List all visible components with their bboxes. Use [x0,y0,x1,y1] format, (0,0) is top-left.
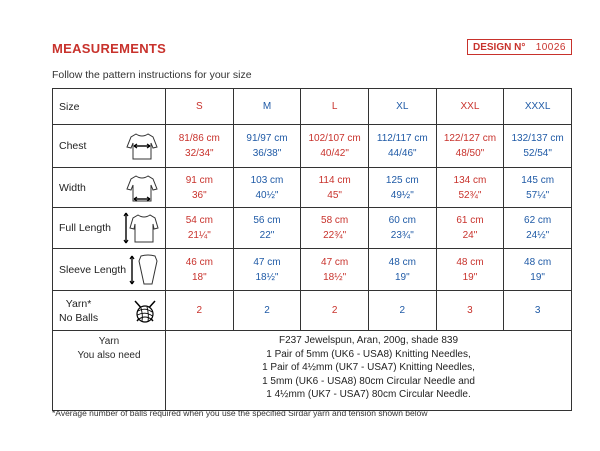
balls-label-cell [53,291,166,331]
width-xxl: 134 cm 52¾" [436,168,504,208]
needle-line: 1 5mm (UK6 - USA8) 80cm Circular Needle and [262,375,475,387]
full-length-row [53,208,572,249]
chest-row [53,125,572,168]
design-number-box [467,39,572,55]
needle-line: 1 Pair of 5mm (UK6 - USA8) Knitting Needles, [266,348,471,360]
sleeve-length-row [53,249,572,291]
sleeve-length-m: 47 cm 18½" [233,249,301,291]
width-label: Width [59,181,86,194]
chest-label: Chest [59,140,87,152]
balls-xxxl: 3 [504,291,572,331]
width-m: 103 cm 40½" [233,168,301,208]
size-header-row [53,89,572,125]
sleeve-length-xxxl: 48 cm 19" [504,249,572,291]
sleeve-length-label: Sleeve Length [59,263,127,276]
balls-s: 2 [166,291,234,331]
chest-xxl: 122/127 cm 48/50" [436,125,504,168]
yarn-label-cell [53,331,166,411]
width-xxxl: 145 cm 57¼" [504,168,572,208]
full-length-l: 58 cm 22¾" [301,208,369,249]
balls-row [53,291,572,331]
size-xxl: XXL [436,89,504,125]
chest-s: 81/86 cm 32/34" [166,125,234,168]
measurements-table [52,88,572,411]
you-also-need-label: You also need [77,350,141,361]
full-length-xxxl: 62 cm 24½" [504,208,572,249]
width-label-cell [53,168,166,208]
size-s: S [166,89,234,125]
balls-label-2: No Balls [59,311,99,324]
full-length-xl: 60 cm 23¾" [368,208,436,249]
size-header-label-cell [53,89,166,125]
size-l: L [301,89,369,125]
width-xl: 125 cm 49½" [368,168,436,208]
full-length-label-cell [53,208,166,249]
chest-xxxl: 132/137 cm 52/54" [504,125,572,168]
full-length-xxl: 61 cm 24" [436,208,504,249]
design-label: DESIGN N° [473,41,526,53]
sweater-length-icon [123,211,159,245]
balls-label-1: Yarn* [65,297,92,310]
balls-m: 2 [233,291,301,331]
chest-l: 102/107 cm 40/42" [301,125,369,168]
size-m: M [233,89,301,125]
size-xl: XL [368,89,436,125]
intro-text: Follow the pattern instructions for your size [52,69,252,81]
design-number: 10026 [535,41,566,53]
sleeve-length-l: 47 cm 18½" [301,249,369,291]
sleeve-length-label-cell [53,249,166,291]
balls-l: 2 [301,291,369,331]
yarn-line: F237 Jewelspun, Aran, 200g, shade 839 [278,335,459,346]
width-l: 114 cm 45" [301,168,369,208]
full-length-s: 54 cm 21¼" [166,208,234,249]
page-title: MEASUREMENTS [52,41,167,56]
balls-xxl: 3 [436,291,504,331]
sleeve-length-xxl: 48 cm 19" [436,249,504,291]
yarn-info-cell [166,331,572,411]
balls-xl: 2 [368,291,436,331]
yarn-ball-icon [131,297,159,325]
width-row [53,168,572,208]
full-length-label: Full Length [59,222,111,234]
sleeve-length-icon [129,253,159,287]
chest-xl: 112/117 cm 44/46" [368,125,436,168]
size-header-label: Size [59,100,80,113]
full-length-m: 56 cm 22" [233,208,301,249]
yarn-label: Yarn [98,336,120,347]
yarn-row [53,331,572,411]
sleeve-length-s: 46 cm 18" [166,249,234,291]
needle-line: 1 4½mm (UK7 - USA7) 80cm Circular Needle. [266,389,471,400]
sweater-chest-icon [125,131,159,161]
chest-label-cell [53,125,166,168]
sweater-width-icon [125,173,159,203]
chest-m: 91/97 cm 36/38" [233,125,301,168]
width-s: 91 cm 36" [166,168,234,208]
footnote: *Average number of balls required when you use the specified Sirdar yarn and tension shown below [52,408,428,418]
size-xxxl: XXXL [504,89,572,125]
needle-line: 1 Pair of 4½mm (UK7 - USA7) Knitting Needles, [262,362,475,373]
sleeve-length-xl: 48 cm 19" [368,249,436,291]
